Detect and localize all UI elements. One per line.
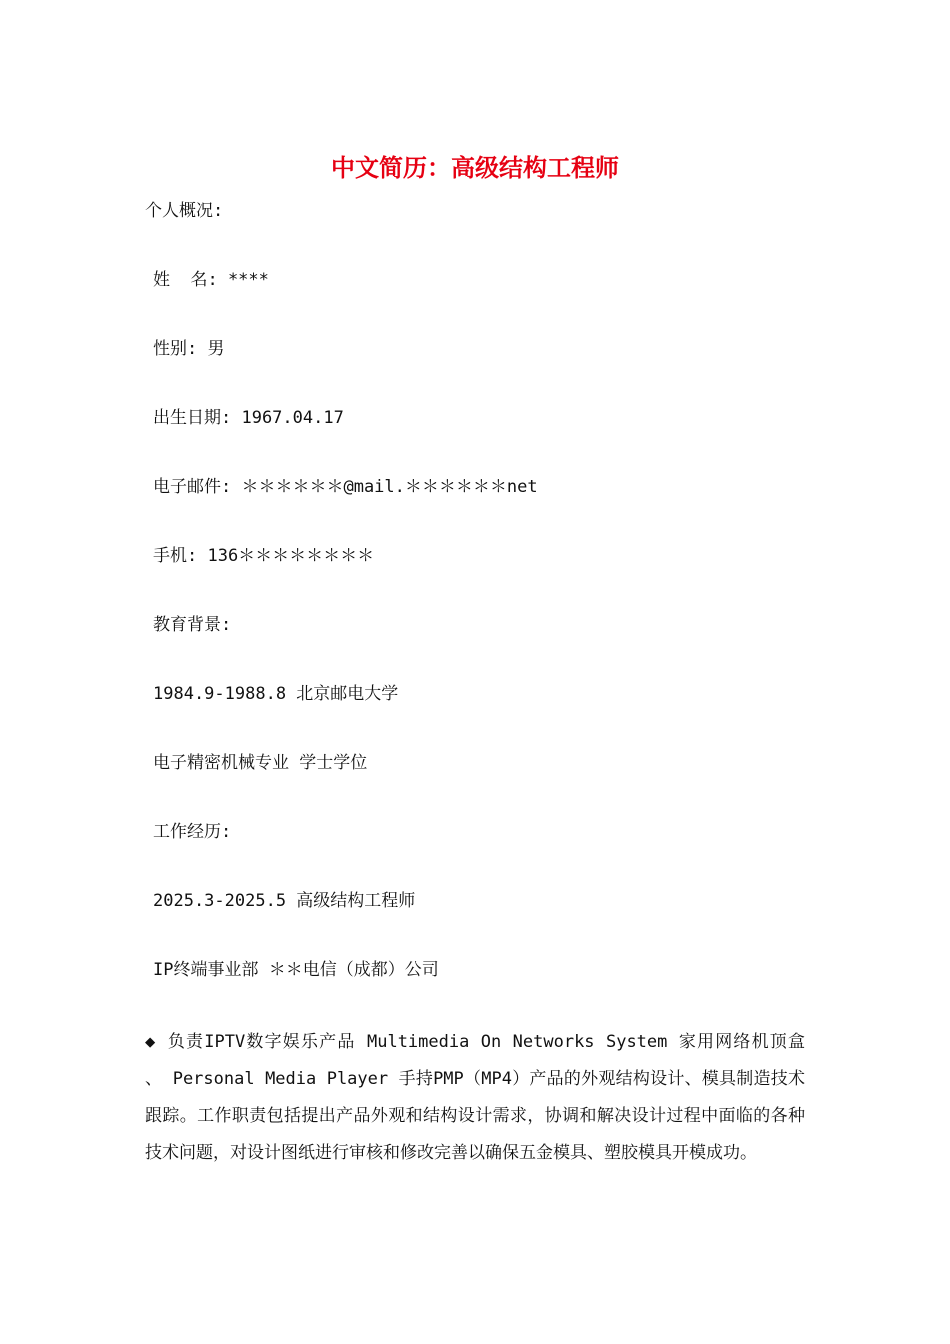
education-label: 教育背景: [153, 615, 232, 635]
name-line: 姓 名: **** [153, 270, 269, 290]
phone-line: 手机: 136＊＊＊＊＊＊＊＊ [153, 546, 375, 566]
birth-line: 出生日期: 1967.04.17 [153, 408, 344, 428]
education-period: 1984.9-1988.8 北京邮电大学 [153, 684, 399, 704]
email-line: 电子邮件: ＊＊＊＊＊＊@mail.＊＊＊＊＊＊net [153, 477, 538, 497]
overview-label: 个人概况: [145, 201, 224, 221]
education-major: 电子精密机械专业 学士学位 [153, 753, 368, 773]
work-company: IP终端事业部 ＊＊电信（成都）公司 [153, 960, 439, 980]
gender-line: 性别: 男 [153, 339, 225, 359]
work-label: 工作经历: [153, 822, 232, 842]
page-title: 中文简历：高级结构工程师 [331, 154, 619, 182]
work-period: 2025.3-2025.5 高级结构工程师 [153, 891, 416, 911]
work-description: ◆ 负责IPTV数字娱乐产品 Multimedia On Networks System 家用网络机顶盒 、 Personal Media Player 手持PMP（MP4）产品的外观结构设计、模具制造技术跟踪。工作职责包括提出产品外观和结构设计需求，协调和解决设计过程中面临的各种技术问题，对设计图纸进行审核和修改完善以确保五金模具、塑胶模具开模成功。 [145, 1032, 805, 1163]
